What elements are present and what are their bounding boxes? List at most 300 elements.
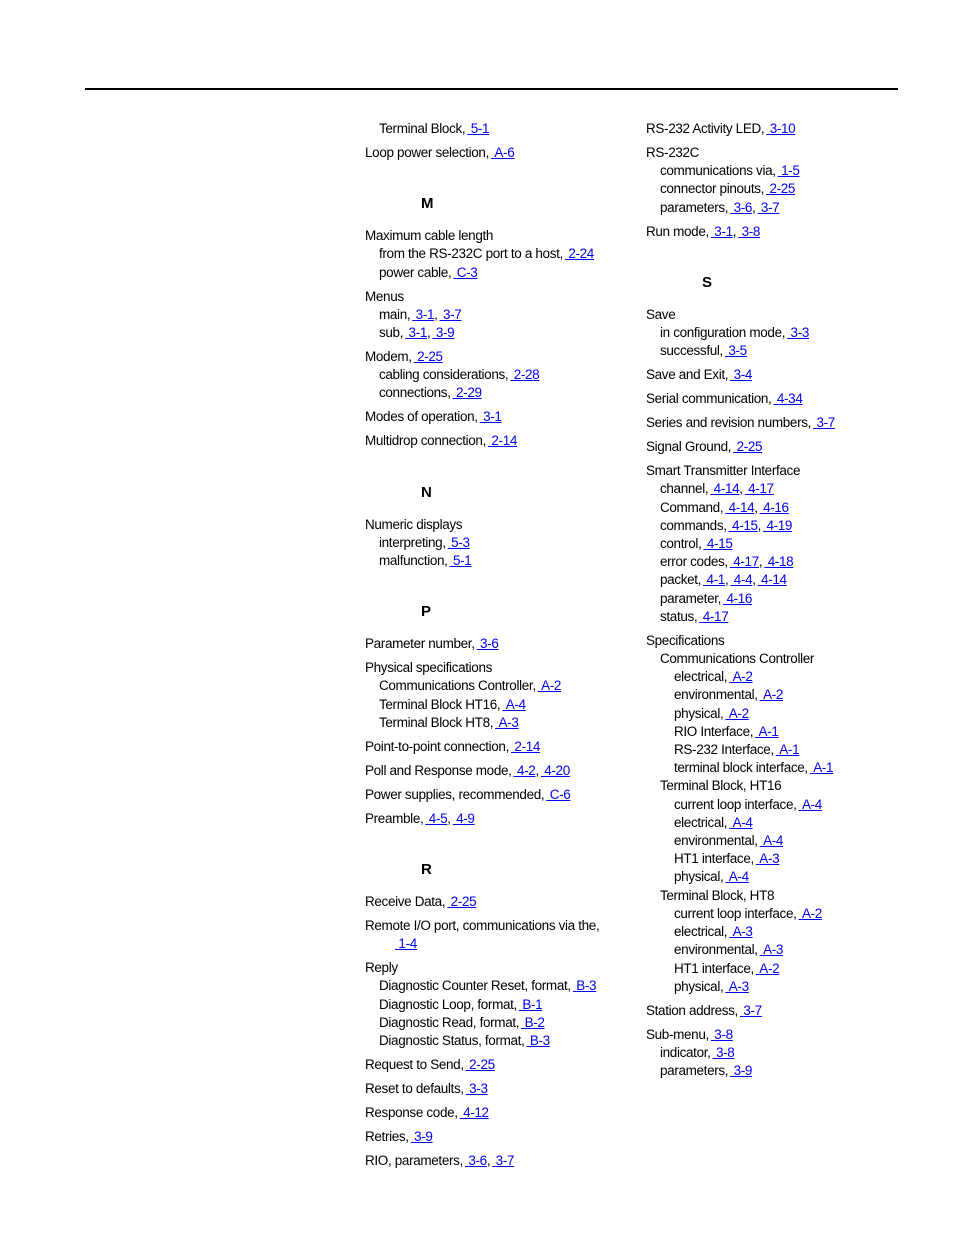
page-ref-link-2-25[interactable]: 2-25 bbox=[417, 349, 443, 365]
index-subentry-line bbox=[646, 850, 946, 868]
index-subentry-line bbox=[646, 978, 946, 996]
index-subterm: Diagnostic Counter Reset, format, bbox=[379, 978, 571, 994]
page-ref-link-3-6[interactable]: 3-6 bbox=[480, 636, 499, 652]
index-subterm: status, bbox=[660, 608, 698, 624]
index-entry bbox=[646, 390, 946, 408]
page-ref-link-a-4[interactable]: A-4 bbox=[728, 869, 749, 885]
index-subterm: packet, bbox=[660, 572, 702, 588]
page-ref-link-a-6[interactable]: A-6 bbox=[494, 145, 515, 160]
ref-separator: , bbox=[754, 499, 758, 515]
page-ref-link-4-5[interactable]: 4-5 bbox=[428, 810, 448, 826]
index-column-left bbox=[365, 120, 635, 1176]
index-subentry-line bbox=[365, 677, 635, 695]
index-entry-line bbox=[365, 893, 635, 911]
index-subentry-line bbox=[365, 264, 635, 282]
index-subterm: parameters, bbox=[660, 1063, 729, 1079]
page-ref-link-2-14[interactable]: 2-14 bbox=[491, 433, 518, 449]
index-entry-line bbox=[365, 635, 635, 653]
page-ref-link-3-10[interactable]: 3-10 bbox=[769, 121, 796, 136]
page-ref-link-3-3[interactable]: 3-3 bbox=[790, 325, 810, 341]
index-subentry-line bbox=[646, 814, 946, 832]
page-ref-link-2-14[interactable]: 2-14 bbox=[514, 738, 541, 754]
index-subentry-line bbox=[646, 1044, 946, 1062]
ref-separator: , bbox=[434, 306, 438, 322]
ref-separator: , bbox=[757, 517, 762, 533]
index-subentry-line bbox=[646, 868, 946, 886]
index-subentry-line bbox=[365, 714, 635, 732]
index-subentry-line bbox=[646, 759, 946, 777]
page-ref-link-4-17[interactable]: 4-17 bbox=[702, 608, 729, 624]
ref-separator: , bbox=[739, 481, 743, 497]
index-entry-line bbox=[365, 810, 635, 828]
index-entry bbox=[646, 1026, 946, 1081]
ref-separator: , bbox=[724, 572, 729, 588]
page-ref-link-3-9[interactable]: 3-9 bbox=[435, 325, 455, 341]
page-ref-link-3-4[interactable]: 3-4 bbox=[733, 367, 753, 383]
index-subentry-line bbox=[646, 553, 946, 571]
index-subentry-line bbox=[646, 777, 946, 795]
index-subentry-line bbox=[365, 366, 635, 384]
page-ref-link-a-2[interactable]: A-2 bbox=[541, 678, 562, 694]
index-subterm: Terminal Block, bbox=[379, 121, 466, 136]
index-subentry-line bbox=[365, 1032, 635, 1050]
index-subterm: current loop interface, bbox=[674, 796, 797, 812]
index-term: Physical specifications bbox=[365, 660, 493, 676]
index-subentry-line bbox=[646, 162, 946, 180]
index-entry bbox=[365, 408, 635, 426]
index-entry bbox=[365, 810, 635, 828]
index-term: RS-232C bbox=[646, 145, 700, 160]
index-subterm: HT1 interface, bbox=[674, 851, 754, 867]
page-ref-link-c-6[interactable]: C-6 bbox=[549, 786, 571, 802]
page-ref-link-4-18[interactable]: 4-18 bbox=[767, 554, 794, 570]
index-entry-line bbox=[646, 438, 946, 456]
index-subterm: parameters, bbox=[660, 199, 729, 215]
page-ref-link-3-3[interactable]: 3-3 bbox=[469, 1081, 488, 1097]
page-ref-link-3-1[interactable]: 3-1 bbox=[714, 223, 733, 239]
ref-separator: , bbox=[486, 1153, 491, 1169]
page-ref-link-4-9[interactable]: 4-9 bbox=[456, 810, 475, 826]
page-ref-link-a-1[interactable]: A-1 bbox=[758, 723, 779, 739]
page-ref-link-3-6[interactable]: 3-6 bbox=[733, 199, 753, 215]
page-ref-link-a-1[interactable]: A-1 bbox=[779, 742, 800, 758]
page-ref-link-b-3[interactable]: B-3 bbox=[529, 1033, 550, 1049]
index-entry-line bbox=[365, 659, 635, 677]
ref-separator: , bbox=[427, 325, 431, 341]
index-section-letter: N bbox=[421, 483, 432, 501]
index-subterm: main, bbox=[379, 306, 411, 322]
index-entry-line bbox=[365, 432, 635, 450]
index-subterm: electrical, bbox=[674, 814, 728, 830]
index-subentry-line bbox=[646, 741, 946, 759]
page-ref-link-3-8[interactable]: 3-8 bbox=[715, 1044, 735, 1060]
page-ref-link-a-3[interactable]: A-3 bbox=[728, 978, 749, 994]
page-ref-link-2-29[interactable]: 2-29 bbox=[456, 385, 482, 401]
index-subterm: sub, bbox=[379, 325, 404, 341]
page-ref-link-3-1[interactable]: 3-1 bbox=[483, 409, 502, 425]
index-subterm: electrical, bbox=[674, 924, 728, 940]
index-entry bbox=[646, 144, 946, 217]
page-ref-link-b-2[interactable]: B-2 bbox=[524, 1014, 545, 1030]
index-term: Sub-menu, bbox=[646, 1026, 709, 1042]
ref-separator: , bbox=[732, 223, 737, 239]
page-ref-link-3-7[interactable]: 3-7 bbox=[760, 199, 780, 215]
index-subterm: Terminal Block, HT8 bbox=[660, 887, 775, 903]
page-ref-link-3-1[interactable]: 3-1 bbox=[408, 325, 427, 341]
index-subterm: Terminal Block, HT16 bbox=[660, 778, 782, 794]
page-ref-link-3-5[interactable]: 3-5 bbox=[728, 343, 747, 359]
index-term: Reset to defaults, bbox=[365, 1081, 464, 1097]
page-ref-link-3-7[interactable]: 3-7 bbox=[442, 306, 462, 322]
index-entry bbox=[646, 120, 946, 138]
page-ref-link-4-12[interactable]: 4-12 bbox=[463, 1105, 489, 1121]
page-ref-link-a-3[interactable]: A-3 bbox=[498, 714, 519, 730]
index-subentry-line bbox=[365, 306, 635, 324]
index-entry-line bbox=[365, 917, 635, 935]
index-subentry-line bbox=[646, 199, 946, 217]
index-term: Numeric displays bbox=[365, 516, 463, 532]
page-ref-link-b-1[interactable]: B-1 bbox=[522, 996, 543, 1012]
index-entry bbox=[646, 306, 946, 361]
index-entry bbox=[646, 632, 946, 996]
page-ref-link-4-1[interactable]: 4-1 bbox=[706, 572, 725, 588]
page-ref-link-3-7[interactable]: 3-7 bbox=[743, 1002, 762, 1018]
index-entry-line bbox=[646, 1002, 946, 1020]
index-subterm: commands, bbox=[660, 517, 727, 533]
page-ref-link-4-15[interactable]: 4-15 bbox=[706, 536, 733, 552]
index-subterm: Communications Controller bbox=[660, 651, 815, 667]
index-entry bbox=[365, 917, 635, 953]
page-ref-link-a-3[interactable]: A-3 bbox=[763, 942, 784, 958]
index-subterm: connections, bbox=[379, 385, 451, 401]
page-ref-link-2-24[interactable]: 2-24 bbox=[568, 246, 594, 262]
index-entry-line bbox=[365, 408, 635, 426]
index-entry bbox=[646, 223, 946, 241]
index-subentry-line bbox=[365, 534, 635, 552]
index-term: Power supplies, recommended, bbox=[365, 786, 545, 802]
index-subterm: Terminal Block HT16, bbox=[379, 696, 501, 712]
index-term: Preamble, bbox=[365, 810, 424, 826]
page-ref-link-4-14[interactable]: 4-14 bbox=[761, 572, 787, 588]
index-entry bbox=[365, 659, 635, 732]
ref-separator: , bbox=[752, 199, 756, 215]
index-subentry-line bbox=[646, 686, 946, 704]
index-entry bbox=[365, 959, 635, 1050]
index-subterm: interpreting, bbox=[379, 534, 446, 550]
index-subentry-line bbox=[365, 552, 635, 570]
page-ref-link-a-2[interactable]: A-2 bbox=[732, 669, 753, 685]
index-term: Response code, bbox=[365, 1105, 458, 1121]
index-subentry-line bbox=[365, 977, 635, 995]
index-term: Request to Send, bbox=[365, 1057, 464, 1073]
index-entry-line bbox=[365, 1104, 635, 1122]
index-entry bbox=[646, 462, 946, 626]
index-term: RIO, parameters, bbox=[365, 1153, 463, 1169]
page-ref-link-a-2[interactable]: A-2 bbox=[728, 705, 749, 721]
index-term: Modes of operation, bbox=[365, 409, 478, 425]
index-entry bbox=[365, 1056, 635, 1074]
index-subentry-line bbox=[646, 796, 946, 814]
page-ref-link-2-28[interactable]: 2-28 bbox=[513, 367, 540, 383]
index-subentry-line bbox=[365, 324, 635, 342]
index-term: Remote I/O port, communications via the, bbox=[365, 918, 600, 934]
index-subentry-line bbox=[646, 832, 946, 850]
page-ref-link-5-1[interactable]: 5-1 bbox=[470, 121, 490, 136]
index-entry bbox=[365, 1128, 635, 1146]
index-subterm: environmental, bbox=[674, 687, 758, 703]
index-term: Maximum cable length bbox=[365, 228, 494, 244]
index-entry-line bbox=[646, 120, 946, 138]
index-entry bbox=[365, 516, 635, 571]
page-ref-link-4-20[interactable]: 4-20 bbox=[544, 762, 570, 778]
index-entry-line bbox=[646, 306, 946, 324]
page-ref-link-5-3[interactable]: 5-3 bbox=[451, 534, 470, 550]
page-ref-link-3-9[interactable]: 3-9 bbox=[414, 1129, 433, 1145]
index-subentry-line bbox=[365, 996, 635, 1014]
index-subentry-line bbox=[646, 324, 946, 342]
index-subentry-line bbox=[646, 668, 946, 686]
index-entry-line bbox=[646, 414, 946, 432]
index-entry bbox=[365, 1080, 635, 1098]
index-entry-line bbox=[646, 1026, 946, 1044]
header-rule bbox=[85, 88, 898, 90]
index-subterm: physical, bbox=[674, 869, 724, 885]
page-ref-link-3-6[interactable]: 3-6 bbox=[468, 1153, 487, 1169]
page-ref-link-2-25[interactable]: 2-25 bbox=[736, 439, 763, 455]
index-section-letter: R bbox=[421, 861, 432, 879]
index-entry bbox=[365, 1152, 635, 1170]
index-subterm: HT1 interface, bbox=[674, 960, 754, 976]
index-term: Parameter number, bbox=[365, 636, 475, 652]
index-subentry-line bbox=[365, 245, 635, 263]
index-subterm: channel, bbox=[660, 481, 709, 497]
index-term: Poll and Response mode, bbox=[365, 762, 512, 778]
index-entry bbox=[365, 432, 635, 450]
index-entry-line bbox=[365, 144, 635, 162]
index-subterm: Communications Controller, bbox=[379, 678, 536, 694]
index-term: Loop power selection, bbox=[365, 145, 489, 160]
page-ref-link-1-5[interactable]: 1-5 bbox=[781, 163, 800, 179]
index-entry bbox=[365, 738, 635, 756]
index-subterm: communications via, bbox=[660, 163, 776, 179]
index-subterm: environmental, bbox=[674, 833, 758, 849]
page-ref-link-2-25[interactable]: 2-25 bbox=[769, 181, 796, 197]
index-entry bbox=[646, 366, 946, 384]
index-subentry-line bbox=[646, 571, 946, 589]
index-entry-line bbox=[365, 227, 635, 245]
page-ref-link-a-2[interactable]: A-2 bbox=[763, 687, 784, 703]
page-ref-link-2-25[interactable]: 2-25 bbox=[469, 1057, 495, 1073]
index-section-letter: S bbox=[702, 273, 712, 291]
index-term: Menus bbox=[365, 288, 404, 304]
index-subterm: control, bbox=[660, 536, 702, 552]
index-subterm: cabling considerations, bbox=[379, 367, 509, 383]
index-term: Station address, bbox=[646, 1002, 738, 1018]
index-entry bbox=[365, 144, 635, 162]
ref-separator: , bbox=[752, 572, 756, 588]
index-entry-line bbox=[365, 786, 635, 804]
index-entry-line bbox=[646, 144, 946, 162]
index-subentry-line bbox=[365, 120, 635, 138]
page-ref-link-4-14[interactable]: 4-14 bbox=[728, 499, 755, 515]
index-subentry-line bbox=[365, 1014, 635, 1032]
index-entry-line bbox=[365, 516, 635, 534]
index-entry bbox=[365, 635, 635, 653]
page-ref-link-3-8[interactable]: 3-8 bbox=[714, 1026, 733, 1042]
index-subentry-line bbox=[646, 499, 946, 517]
index-entry bbox=[365, 348, 635, 403]
index-subterm: environmental, bbox=[674, 942, 758, 958]
index-entry-line bbox=[365, 738, 635, 756]
index-subterm: error codes, bbox=[660, 554, 728, 570]
page-ref-link-4-19[interactable]: 4-19 bbox=[766, 517, 793, 533]
index-term: Specifications bbox=[646, 632, 725, 648]
page-ref-link-c-3[interactable]: C-3 bbox=[456, 264, 478, 280]
page-ref-link-4-14[interactable]: 4-14 bbox=[713, 481, 740, 497]
index-subentry-line bbox=[646, 905, 946, 923]
page-ref-link-a-1[interactable]: A-1 bbox=[813, 760, 834, 776]
index-subterm: current loop interface, bbox=[674, 905, 797, 921]
index-subentry-line bbox=[646, 535, 946, 553]
page-ref-link-a-4[interactable]: A-4 bbox=[505, 696, 526, 712]
page-ref-link-4-15[interactable]: 4-15 bbox=[732, 517, 758, 533]
index-subterm: Command, bbox=[660, 499, 724, 515]
page-ref-link-5-1[interactable]: 5-1 bbox=[453, 553, 472, 569]
index-subentry-line bbox=[365, 384, 635, 402]
index-entry bbox=[646, 414, 946, 432]
index-subterm: Diagnostic Status, format, bbox=[379, 1033, 525, 1049]
index-subterm: physical, bbox=[674, 978, 724, 994]
index-entry bbox=[365, 893, 635, 911]
index-entry bbox=[365, 786, 635, 804]
index-term: Retries, bbox=[365, 1129, 409, 1145]
index-entry-line bbox=[365, 762, 635, 780]
page-ref-link-4-16[interactable]: 4-16 bbox=[763, 499, 789, 515]
index-term: Modem, bbox=[365, 349, 412, 365]
index-entry-line bbox=[365, 288, 635, 306]
index-term: Save and Exit, bbox=[646, 367, 729, 383]
index-entry-line bbox=[646, 632, 946, 650]
page-ref-link-a-4[interactable]: A-4 bbox=[801, 796, 822, 812]
index-subentry-line bbox=[646, 705, 946, 723]
page-ref-link-a-4[interactable]: A-4 bbox=[732, 814, 753, 830]
index-section-letter: P bbox=[421, 603, 431, 621]
page-ref-link-3-7[interactable]: 3-7 bbox=[816, 415, 835, 431]
page-ref-link-a-4[interactable]: A-4 bbox=[763, 833, 784, 849]
index-entry-line bbox=[646, 223, 946, 241]
index-subterm: Diagnostic Read, format, bbox=[379, 1014, 520, 1030]
index-entry bbox=[646, 1002, 946, 1020]
page-ref-link-3-9[interactable]: 3-9 bbox=[733, 1063, 753, 1079]
index-entry-line bbox=[365, 1080, 635, 1098]
index-subterm: in configuration mode, bbox=[660, 325, 786, 341]
page-ref-link-4-2[interactable]: 4-2 bbox=[516, 762, 536, 778]
index-entry-line bbox=[646, 462, 946, 480]
index-subterm: malfunction, bbox=[379, 553, 448, 569]
index-entry-line bbox=[646, 366, 946, 384]
index-subterm: from the RS-232C port to a host, bbox=[379, 246, 563, 262]
index-subentry-line bbox=[646, 590, 946, 608]
index-entry bbox=[365, 1104, 635, 1122]
index-subterm: Diagnostic Loop, format, bbox=[379, 996, 517, 1012]
index-entry-continuation bbox=[365, 935, 635, 953]
index-entry bbox=[646, 438, 946, 456]
ref-separator: , bbox=[758, 554, 763, 570]
page-ref-link-a-2[interactable]: A-2 bbox=[801, 905, 822, 921]
page-ref-link-3-8[interactable]: 3-8 bbox=[741, 223, 761, 239]
index-term: Reply bbox=[365, 960, 398, 976]
index-subentry-line bbox=[365, 696, 635, 714]
index-entry bbox=[365, 288, 635, 343]
index-subentry-line bbox=[646, 480, 946, 498]
page-ref-link-4-17[interactable]: 4-17 bbox=[748, 481, 774, 497]
index-subterm: terminal block interface, bbox=[674, 760, 808, 776]
page-ref-link-4-17[interactable]: 4-17 bbox=[733, 554, 759, 570]
index-subterm: parameter, bbox=[660, 590, 722, 606]
index-subentry-line bbox=[646, 517, 946, 535]
index-term: Run mode, bbox=[646, 223, 709, 239]
page-ref-link-a-3[interactable]: A-3 bbox=[732, 924, 753, 940]
index-entry bbox=[365, 227, 635, 282]
index-entry-line bbox=[646, 390, 946, 408]
index-subterm: power cable, bbox=[379, 264, 452, 280]
index-subentry-line bbox=[646, 608, 946, 626]
page-ref-link-4-4[interactable]: 4-4 bbox=[733, 572, 753, 588]
index-term: Smart Transmitter Interface bbox=[646, 463, 801, 479]
index-column-right bbox=[646, 120, 946, 1086]
index-term: Signal Ground, bbox=[646, 439, 732, 455]
page-ref-link-a-2[interactable]: A-2 bbox=[759, 960, 780, 976]
index-term: Serial communication, bbox=[646, 391, 772, 407]
index-term: Receive Data, bbox=[365, 894, 446, 910]
index-entry-line bbox=[365, 348, 635, 366]
index-subterm: physical, bbox=[674, 705, 724, 721]
index-term: RS-232 Activity LED, bbox=[646, 121, 765, 136]
page-ref-link-1-4[interactable]: 1-4 bbox=[398, 936, 417, 952]
index-subterm: indicator, bbox=[660, 1044, 711, 1060]
index-subentry-line bbox=[646, 1062, 946, 1080]
index-subterm: Terminal Block HT8, bbox=[379, 714, 494, 730]
ref-separator: , bbox=[447, 810, 451, 826]
index-entry bbox=[365, 120, 635, 138]
index-term: Point-to-point connection, bbox=[365, 738, 509, 754]
page-ref-link-b-3[interactable]: B-3 bbox=[576, 978, 597, 994]
index-subentry-line bbox=[646, 650, 946, 668]
page-ref-link-3-1[interactable]: 3-1 bbox=[415, 306, 435, 322]
index-subterm: connector pinouts, bbox=[660, 181, 765, 197]
index-subterm: electrical, bbox=[674, 669, 728, 685]
index-entry-line bbox=[365, 1152, 635, 1170]
index-subentry-line bbox=[646, 180, 946, 198]
index-term: Save bbox=[646, 306, 676, 322]
page-ref-link-4-16[interactable]: 4-16 bbox=[726, 590, 753, 606]
index-subentry-line bbox=[646, 342, 946, 360]
index-entry-line bbox=[365, 1056, 635, 1074]
index-subentry-line bbox=[646, 960, 946, 978]
page-ref-link-a-3[interactable]: A-3 bbox=[759, 851, 780, 867]
index-subentry-line bbox=[646, 887, 946, 905]
page-ref-link-2-25[interactable]: 2-25 bbox=[450, 894, 477, 910]
index-entry bbox=[365, 762, 635, 780]
page-ref-link-3-7[interactable]: 3-7 bbox=[495, 1153, 515, 1169]
index-entry-line bbox=[365, 959, 635, 977]
page-ref-link-4-34[interactable]: 4-34 bbox=[776, 391, 803, 407]
index-entry-line bbox=[365, 1128, 635, 1146]
ref-separator: , bbox=[535, 762, 539, 778]
index-subterm: successful, bbox=[660, 343, 723, 359]
index-term: Multidrop connection, bbox=[365, 433, 486, 449]
index-subentry-line bbox=[646, 941, 946, 959]
